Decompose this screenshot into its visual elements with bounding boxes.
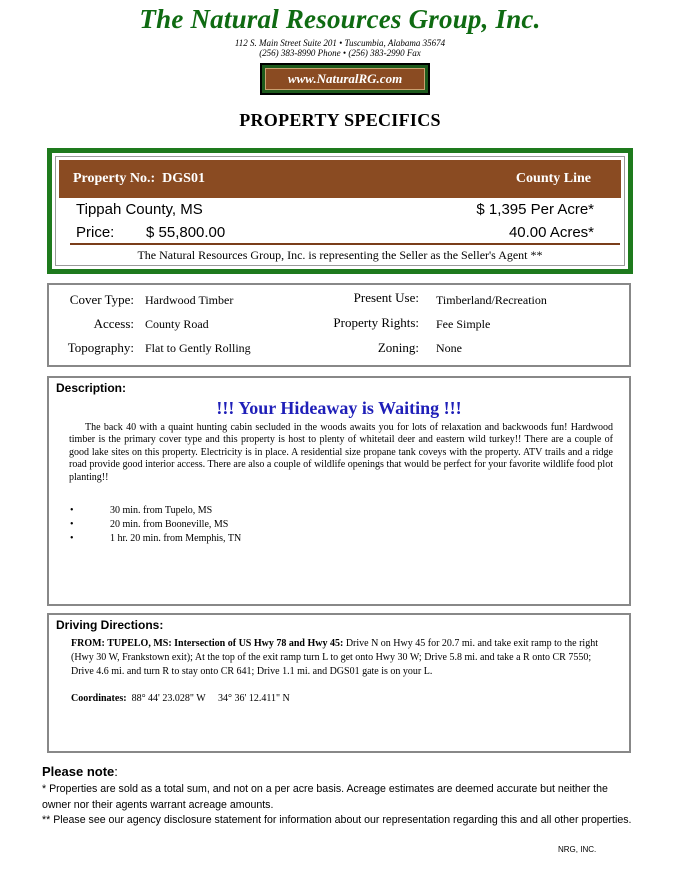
property-number bbox=[73, 171, 205, 187]
company-address: 112 S. Main Street Suite 201 • Tuscumbia, Alabama 35674 bbox=[234, 38, 446, 48]
access-label: Access: bbox=[93, 316, 134, 331]
coordinates-value: 88° 44' 23.028" W 34° 36' 12.411" N bbox=[126, 693, 290, 704]
property-rights-value: Fee Simple bbox=[436, 317, 491, 331]
property-summary-box bbox=[47, 148, 633, 274]
acreage-value: 40.00 Acres* bbox=[508, 224, 594, 241]
cover-type-value: Hardwood Timber bbox=[145, 293, 234, 307]
price-value: $ 55,800.00 bbox=[146, 224, 226, 241]
coordinates bbox=[71, 693, 290, 704]
present-use-label: Present Use: bbox=[353, 290, 419, 305]
bullet-icon: • bbox=[70, 519, 74, 530]
list-item-text: 20 min. from Booneville, MS bbox=[110, 519, 229, 530]
directions-body bbox=[71, 637, 615, 679]
agency-note: ** Please see our agency disclosure statement for information about our representation regarding this and all other properties. bbox=[42, 814, 632, 826]
footer-mark: NRG, INC. bbox=[558, 845, 597, 854]
property-rights-label: Property Rights: bbox=[333, 315, 419, 330]
description-headline: !!! Your Hideaway is Waiting !!! bbox=[216, 398, 462, 418]
company-name: The Natural Resources Group, Inc. bbox=[139, 4, 541, 34]
coordinates-label: Coordinates: bbox=[71, 693, 127, 704]
agent-note: The Natural Resources Group, Inc. is representing the Seller as the Seller's Agent ** bbox=[137, 248, 543, 262]
price-label: Price: bbox=[76, 224, 115, 241]
property-number-label: Property No.: bbox=[73, 171, 156, 186]
description-heading: Description: bbox=[56, 381, 127, 395]
property-county: Tippah County, MS bbox=[76, 201, 203, 218]
topography-label: Topography: bbox=[67, 340, 134, 355]
note-heading-colon: : bbox=[114, 764, 118, 779]
note-heading bbox=[42, 764, 118, 779]
list-item-text: 30 min. from Tupelo, MS bbox=[110, 505, 213, 516]
company-phones: (256) 383-8990 Phone • (256) 383-2990 Fax bbox=[259, 48, 421, 58]
property-details-box bbox=[47, 283, 631, 367]
bullet-icon: • bbox=[70, 533, 74, 544]
description-text: The back 40 with a quaint hunting cabin secluded in the woods awaits you for lots of relaxation and backwoods fun! Hardwood timber is the primary cover type and this property is host to plenty of whitetail deer and eastern wild turkey!! There are a couple of good lake sites on this property. Electricity is in place. A residential size propane tank coveys with the property. ATV trails and a ridge road provide good interior access. There are also a couple of wildlife openings that would be perfect for your favorite wildlife food plot planting!! bbox=[69, 422, 613, 483]
zoning-label: Zoning: bbox=[377, 340, 419, 355]
list-item-text: 1 hr. 20 min. from Memphis, TN bbox=[110, 533, 242, 544]
topography-value: Flat to Gently Rolling bbox=[145, 341, 251, 355]
property-name: County Line bbox=[515, 171, 591, 186]
directions-text: Drive N on Hwy 45 for 20.7 mi. and take exit ramp to the right (Hwy 30 W, Frankstown exit); At the top of the exit ramp turn L to get onto Hwy 30 W; Drive 5.8 mi. and take a R onto CR 7550; Drive 4.6 mi. and turn R to stay onto CR 641; Drive 1.1 mi. and DGS01 gate is on your L. bbox=[71, 638, 598, 677]
separator-line bbox=[70, 243, 620, 245]
directions-lead: FROM: TUPELO, MS: Intersection of US Hwy 78 and Hwy 45: bbox=[71, 638, 344, 649]
directions-heading: Driving Directions: bbox=[56, 618, 164, 632]
website-link[interactable]: www.NaturalRG.com bbox=[265, 68, 425, 90]
zoning-value: None bbox=[436, 341, 462, 355]
price-per-acre: $ 1,395 Per Acre* bbox=[476, 201, 594, 218]
bullet-icon: • bbox=[70, 505, 74, 516]
present-use-value: Timberland/Recreation bbox=[436, 293, 547, 307]
website-badge[interactable] bbox=[260, 63, 430, 95]
cover-type-label: Cover Type: bbox=[69, 292, 134, 307]
property-summary-inner bbox=[55, 156, 625, 266]
property-number-value: DGS01 bbox=[162, 171, 205, 186]
page-title: PROPERTY SPECIFICS bbox=[239, 110, 441, 130]
driving-directions-box bbox=[47, 613, 631, 753]
description-body bbox=[69, 422, 613, 484]
access-value: County Road bbox=[145, 317, 209, 331]
description-box bbox=[47, 376, 631, 606]
property-header-bar bbox=[59, 160, 621, 198]
acreage-note: * Properties are sold as a total sum, and not on a per acre basis. Acreage estimates are deemed accurate but neither the owner nor their agents warrant acreage amounts. bbox=[42, 783, 608, 811]
note-heading-text: Please note bbox=[42, 764, 115, 779]
